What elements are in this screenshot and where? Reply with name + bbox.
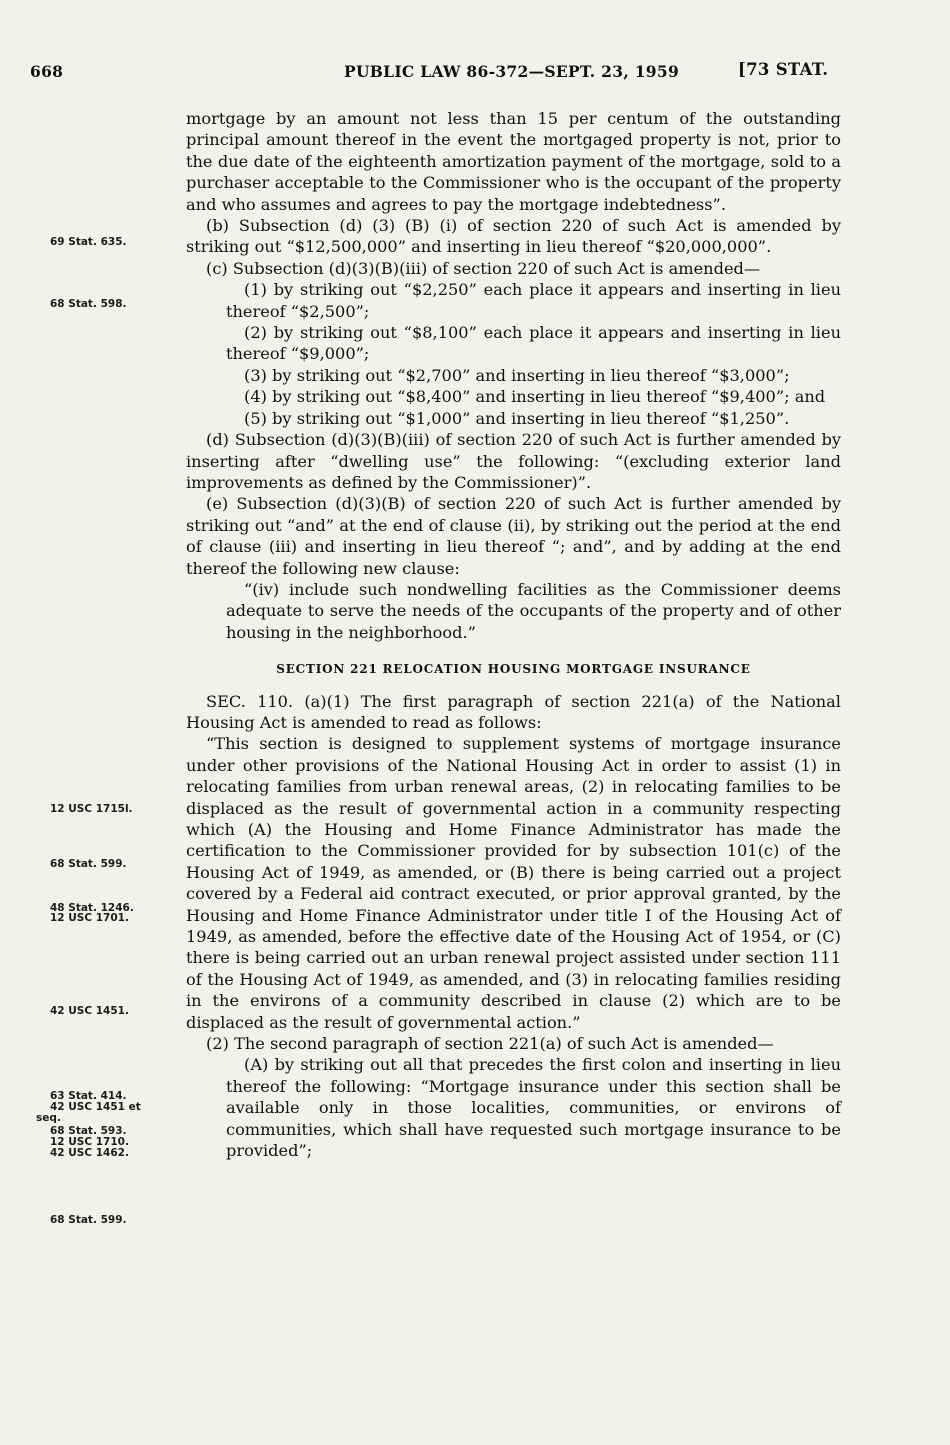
clause: (3) by striking out “$2,700” and inserting in lieu thereof “$3,000”; bbox=[244, 365, 790, 385]
margin-note: 42 USC 1451 et bbox=[50, 1101, 141, 1113]
page-number: 668 bbox=[30, 62, 64, 81]
margin-note: 68 Stat. 598. bbox=[50, 298, 127, 310]
margin-note: seq. bbox=[36, 1112, 61, 1124]
clause: (2) by striking out “$8,100” each place it appears and inserting in lieu thereof “$9,000”; bbox=[226, 323, 841, 364]
volume-reference: [73 STAT. bbox=[738, 60, 829, 79]
quoted-clause: “(iv) include such nondwelling facilities as the Commissioner deems adequate to serve the needs of the occupants of the property and of other housing in the neighborhood.” bbox=[226, 579, 841, 642]
paragraph: (d) Subsection (d)(3)(B)(iii) of section 220 of such Act is further amended by inserting after “dwelling use” the following: “(excluding exterior land improvements as defined by the Commissioner)”. bbox=[186, 430, 841, 492]
section-heading: SECTION 221 RELOCATION HOUSING MORTGAGE INSURANCE bbox=[276, 662, 751, 677]
running-title: PUBLIC LAW 86-372—SEPT. 23, 1959 bbox=[344, 62, 680, 81]
clause: (5) by striking out “$1,000” and inserting in lieu thereof “$1,250”. bbox=[244, 408, 790, 428]
paragraph: (e) Subsection (d)(3)(B) of section 220 of such Act is further amended by striking out “and” at the end of clause (ii), by striking out the period at the end of clause (iii) and inserting in lieu thereof “; and”, and by adding at the end thereof the following new clause: bbox=[186, 494, 841, 578]
margin-note: 68 Stat. 593. bbox=[50, 1125, 127, 1137]
margin-note: 68 Stat. 599. bbox=[50, 1214, 127, 1226]
paragraph: “This section is designed to supplement systems of mortgage insurance under other provisions of the National Housing Act in order to assist (1) in relocating families from urban renewal areas, (2) in relocating families to be displaced as the result of governmental action in a community respecting which (A) the Housing and Home Finance Administrator has made the certification to the Commissioner provided for by subsection 101(c) of the Housing Act of 1949, as amended, or (B) there is being carried out a project covered by a Federal aid contract executed, or prior approval granted, by the Housing and Home Finance Administrator under title I of the Housing Act of 1949, as amended, before the effective date of the Housing Act of 1954, or (C) there is being carried out an urban renewal project assisted under section 111 of the Housing Act of 1949, as amended, and (3) in relocating families residing in the environs of a community described in clause (2) which are to be displaced as the result of governmental action.” bbox=[186, 734, 841, 1032]
margin-note: 48 Stat. 1246. bbox=[50, 902, 134, 914]
clause: (1) by striking out “$2,250” each place it appears and inserting in lieu thereof “$2,500”; bbox=[226, 280, 841, 321]
margin-note: 12 USC 1715l. bbox=[50, 803, 133, 815]
margin-note: 69 Stat. 635. bbox=[50, 236, 127, 248]
clause: (4) by striking out “$8,400” and inserting in lieu thereof “$9,400”; and bbox=[244, 387, 826, 407]
paragraph: (2) The second paragraph of section 221(a) of such Act is amended— bbox=[206, 1034, 774, 1054]
clause: (A) by striking out all that precedes the first colon and inserting in lieu thereof the following: “Mortgage insurance under this section shall be available only in those localities, communities, or environs of communities, which shall have requested such mortgage insurance to be provided”; bbox=[226, 1055, 841, 1161]
margin-note: 12 USC 1701. bbox=[50, 912, 129, 924]
margin-note: 42 USC 1451. bbox=[50, 1005, 129, 1017]
paragraph: (b) Subsection (d) (3) (B) (i) of section 220 of such Act is amended by striking out “$12,500,000” and inserting in lieu thereof “$20,000,000”. bbox=[186, 216, 841, 257]
document-body bbox=[186, 108, 841, 1162]
margin-note: 63 Stat. 414. bbox=[50, 1090, 127, 1102]
margin-note: 42 USC 1462. bbox=[50, 1147, 129, 1159]
margin-note: 12 USC 1710. bbox=[50, 1136, 129, 1148]
margin-notes bbox=[0, 0, 180, 1445]
paragraph: (c) Subsection (d)(3)(B)(iii) of section 220 of such Act is amended— bbox=[206, 258, 761, 278]
margin-note: 68 Stat. 599. bbox=[50, 858, 127, 870]
paragraph: SEC. 110. (a)(1) The first paragraph of section 221(a) of the National Housing Act is amended to read as follows: bbox=[186, 691, 841, 732]
paragraph: mortgage by an amount not less than 15 per centum of the outstanding principal amount thereof in the event the mortgaged property is not, prior to the due date of the eighteenth amortization payment of the mortgage, sold to a purchaser acceptable to the Commissioner who is the occupant of the property and who assumes and agrees to pay the mortgage indebtedness”. bbox=[186, 109, 841, 214]
